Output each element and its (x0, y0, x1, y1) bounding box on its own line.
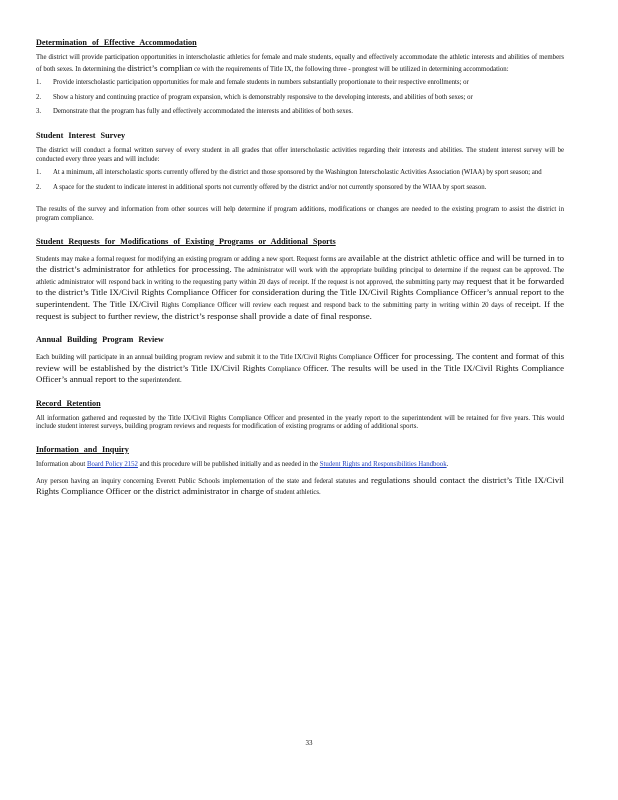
inquiry-contact-text: Any person having an inquiry concerning Everett Public Schools implementation of the state and federal statutes and regulations should contact the district’s Title IX/Civil Rights Compliance Officer or the district administrator in charge of student athletics. (36, 474, 564, 497)
list-item: 2. Show a history and continuing practice of program expansion, which is demonstrably responsive to the developing interests, and abilities of both sexes; or (36, 93, 473, 101)
heading-student-requests: Student Requests for Modifications of Existing Programs or Additional Sports (36, 236, 336, 246)
heading-record-retention: Record Retention (36, 398, 101, 408)
effective-accommodation-intro: The district will provide participation opportunities in interscholastic athletics for female and male students, equally and effectively accommodate the athletic interests and abilities of members of both sexes. In determining the district’s complian ce with the requirements of Title IX, the following three - prongtest will be utilized in determining accommodation: (36, 54, 564, 73)
document-body (36, 38, 564, 503)
inquiry-text: Information about Board Policy 2152 and this procedure will be published initially and as needed in the Student Rights and Responsibilities Handbook. (36, 461, 449, 469)
page-number: 33 (305, 739, 313, 747)
heading-effective-accommodation: Determination of Effective Accommodation (36, 38, 197, 47)
survey-list (36, 169, 564, 192)
list-item: 1. At a minimum, all interscholastic sports currently offered by the district and those sponsored by the Washington Interscholastic Activities Association (WIAA) by sport season; and (36, 169, 542, 177)
student-requests-text: Students may make a formal request for modifying an existing program or adding a new sport. Request forms are available at the district athletic office and will be turned in to the district’s administrator for athletics for processing. The administrator will work with the appropriate building principal to determine if the request can be approved. The athletic administrator will respond back in writing to the requesting party within 20 days of receipt. If the request is not approved, the submitting party may request that it be forwarded to the district’s Title IX/Civil Rights Compliance Officer for consideration during the Title IX/Civil Rights Compliance Officer’s annual report to the superintendent. The Title IX/Civil Rights Compliance Officer will review each request and respond back to the submitting party in writing within 20 days of receipt. If the request is subject to further review, the district’s response shall provide a date of final response. (36, 252, 565, 321)
survey-results: The results of the survey and information from other sources will help determine if program additions, modifications or changes are needed to the existing program to assist the district in program compliance. (36, 206, 564, 222)
record-retention-text: All information gathered and requested by the Title IX/Civil Rights Compliance Officer and presented in the yearly report to the superintendent will be retained for five years. This would include student interest surveys, building program reviews and requests for modification of existing programs or adding of additional sports. (36, 414, 564, 431)
list-item: 1. Provide interscholastic participation opportunities for male and female students in numbers substantially proportionate to their respective enrollments; or (36, 79, 469, 87)
heading-student-interest-survey: Student Interest Survey (36, 130, 126, 140)
heading-annual-review: Annual Building Program Review (36, 335, 164, 345)
annual-review-text: Each building will participate in an annual building program review and submit it to the Title IX/Civil Rights Compliance Officer for processing. The content and format of this review will be established by the district’s Title IX/Civil Rights Compliance Officer. The results will be used in the Title IX/Civil Rights Compliance Officer’s annual report to the superintendent. (36, 351, 564, 385)
effective-accommodation-list (36, 79, 564, 117)
board-policy-link[interactable]: Board Policy 2152 (86, 461, 138, 469)
heading-information-inquiry: Information and Inquiry (36, 445, 129, 455)
handbook-link[interactable]: Student Rights and Responsibilities Handbook (319, 461, 447, 469)
list-item: 3. Demonstrate that the program has fully and effectively accommodated the interests and abilities of both sexes. (36, 108, 353, 116)
list-item: 2. A space for the student to indicate interest in additional sports not currently offered by the district and/or not currently sponsored by the WIAA by sport season. (36, 183, 487, 191)
survey-intro: The district will conduct a formal written survey of every student in all grades that offer interscholastic activities regarding their interests and abilities. The student interest survey will be conducted every three years and will include: (36, 146, 564, 163)
